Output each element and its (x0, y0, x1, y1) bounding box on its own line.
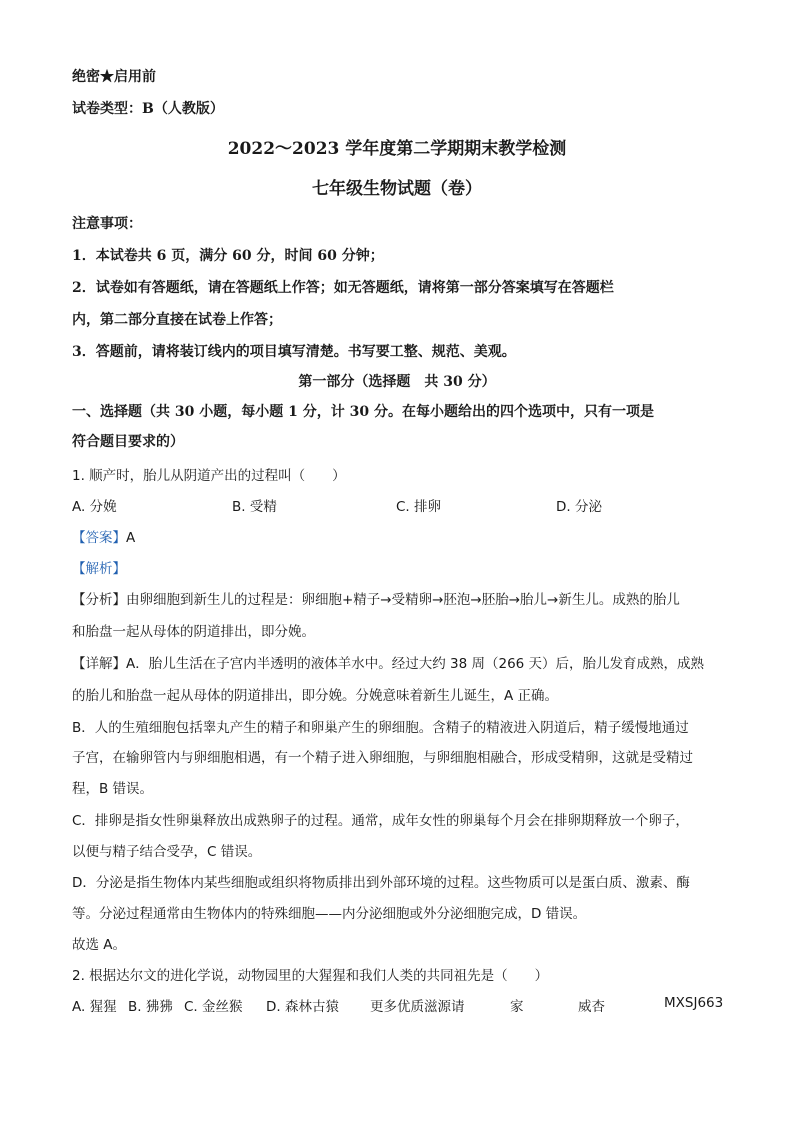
option-b-explain-2: 子宫，在输卵管内与卵细胞相遇，有一个精子进入卵细胞，与卵细胞相融合，形成受精卵，这就是受精过 (72, 750, 693, 766)
q1-stem: 1. 顺产时，胎儿从阴道产出的过程叫（ ） (72, 468, 346, 484)
answer-value: A (126, 530, 136, 546)
note-2a: 2．试卷如有答题纸，请在答题纸上作答；如无答题纸，请将第一部分答案填写在答题栏 (72, 280, 614, 296)
q1-answer (72, 526, 135, 546)
option-d-explain-1: D．分泌是指生物体内某些细胞或组织将物质排出到外部环境的过程。这些物质可以是蛋白质、激素、酶 (72, 875, 690, 891)
watermark-text-2: 家 (510, 999, 524, 1015)
q2-stem: 2. 根据达尔文的进化学说，动物园里的大猩猩和我们人类的共同祖先是（ ） (72, 968, 549, 984)
note-3: 3．答题前，请将装订线内的项目填写清楚。书写要工整、规范、美观。 (72, 344, 516, 360)
fenxi-text-1: 由卵细胞到新生儿的过程是：卵细胞+精子→受精卵→胚泡→胚胎→胎儿→新生儿。成熟的胎儿 (126, 592, 680, 608)
confidential-label: 绝密★启用前 (72, 69, 156, 85)
fenxi-line-2: 和胎盘一起从母体的阴道排出，即分娩。 (72, 624, 315, 640)
q1-conclusion: 故选 A。 (72, 937, 127, 953)
paper-type-label: 试卷类型：B（人教版） (72, 101, 224, 117)
q2-options (0, 995, 794, 1015)
exam-title: 2022～2023 学年度第二学期期末教学检测 (227, 139, 567, 159)
exam-subtitle: 七年级生物试题（卷） (312, 179, 482, 199)
q2-option-a: A. 猩猩 (72, 999, 117, 1015)
fenxi-line-1 (72, 588, 680, 608)
watermark-text-1: 更多优质滋源请 (370, 999, 465, 1015)
watermark-code: MXSJ663 (664, 995, 724, 1011)
option-b-explain-3: 程，B 错误。 (72, 781, 154, 797)
part1-heading: 第一部分（选择题 共 30 分） (298, 374, 496, 390)
answer-tag: 【答案】 (72, 530, 126, 546)
q1-option-c: C. 排卵 (396, 499, 442, 515)
section-heading-a: 一、选择题（共 30 小题，每小题 1 分，计 30 分。在每小题给出的四个选项中，只有一项是 (72, 404, 654, 420)
detail-line-2: 的胎儿和胎盘一起从母体的阴道排出，即分娩。分娩意味着新生儿诞生，A 正确。 (72, 688, 559, 704)
option-c-explain-1: C．排卵是指女性卵巢释放出成熟卵子的过程。通常，成年女性的卵巢每个月会在排卵期释放一个卵子， (72, 813, 689, 829)
note-1: 1．本试卷共 6 页，满分 60 分，时间 60 分钟； (72, 248, 384, 264)
watermark-text-3: 威杏 (578, 999, 605, 1015)
q1-option-a: A. 分娩 (72, 499, 117, 515)
q1-option-d: D. 分泌 (556, 499, 602, 515)
notes-heading: 注意事项： (72, 216, 142, 232)
detail-line-1 (72, 652, 704, 672)
note-2b: 内，第二部分直接在试卷上作答； (72, 312, 282, 328)
section-heading-b: 符合题目要求的） (72, 434, 184, 450)
option-b-explain-1: B．人的生殖细胞包括睾丸产生的精子和卵巢产生的卵细胞。含精子的精液进入阴道后，精子缓慢地通过 (72, 720, 689, 736)
analysis-tag: 【解析】 (72, 561, 126, 577)
q2-option-c: C. 金丝猴 (184, 999, 243, 1015)
option-d-explain-2: 等。分泌过程通常由生物体内的特殊细胞——内分泌细胞或外分泌细胞完成，D 错误。 (72, 906, 587, 922)
q2-option-b: B. 狒狒 (128, 999, 173, 1015)
detail-text-1: A．胎儿生活在子宫内半透明的液体羊水中。经过大约 38 周（266 天）后，胎儿发育成熟，成熟 (126, 656, 705, 672)
fenxi-tag: 【分析】 (72, 592, 126, 608)
q1-options (0, 495, 794, 515)
option-c-explain-2: 以便与精子结合受孕，C 错误。 (72, 844, 262, 860)
detail-tag: 【详解】 (72, 656, 126, 672)
q2-option-d: D. 森林古猿 (266, 999, 339, 1015)
q1-option-b: B. 受精 (232, 499, 277, 515)
